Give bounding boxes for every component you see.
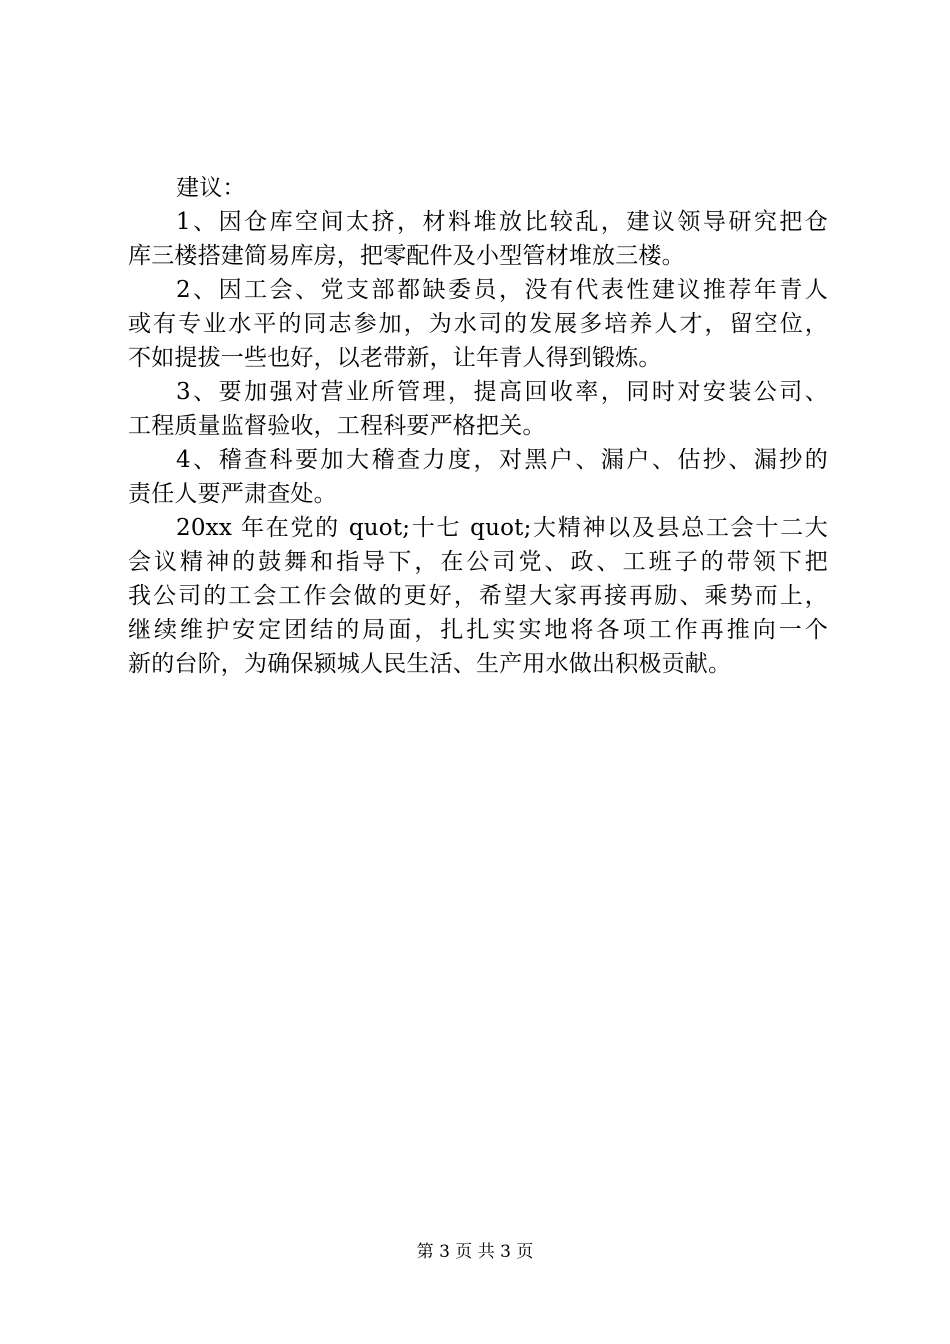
paragraph-line: 3、要加强对营业所管理，提高回收率，同时对安装公司、 [176,379,828,405]
page-number-footer: 第 3 页 共 3 页 [416,1242,534,1262]
suggestions-heading: 建议： [176,175,246,201]
paragraph-line: 4、稽查科要加大稽查力度，对黑户、漏户、估抄、漏抄的 [176,447,828,473]
paragraph-line: 或有专业水平的同志参加，为水司的发展多培养人才，留空位， [128,311,828,337]
paragraph-line: 1、因仓库空间太挤，材料堆放比较乱，建议领导研究把仓 [176,209,828,235]
paragraph-line: 我公司的工会工作会做的更好，希望大家再接再励、乘势而上， [128,583,828,609]
paragraph-line: 责任人要严肃查处。 [128,481,337,507]
paragraph-line: 不如提拔一些也好，以老带新，让年青人得到锻炼。 [128,345,662,371]
paragraph-line: 2、因工会、党支部都缺委员，没有代表性建议推荐年青人 [176,277,828,303]
paragraph-line: 会议精神的鼓舞和指导下，在公司党、政、工班子的带领下把 [128,549,828,575]
paragraph-line: 库三楼搭建简易库房，把零配件及小型管材堆放三楼。 [128,243,685,269]
document-body [128,171,828,681]
paragraph-line: 20xx 年在党的 quot;十七 quot;大精神以及县总工会十二大 [176,515,828,541]
paragraph-line: 工程质量监督验收，工程科要严格把关。 [128,413,546,439]
paragraph-line: 继续维护安定团结的局面，扎扎实实地将各项工作再推向一个 [128,617,828,643]
paragraph-line: 新的台阶，为确保颍城人民生活、生产用水做出积极贡献。 [128,651,732,677]
